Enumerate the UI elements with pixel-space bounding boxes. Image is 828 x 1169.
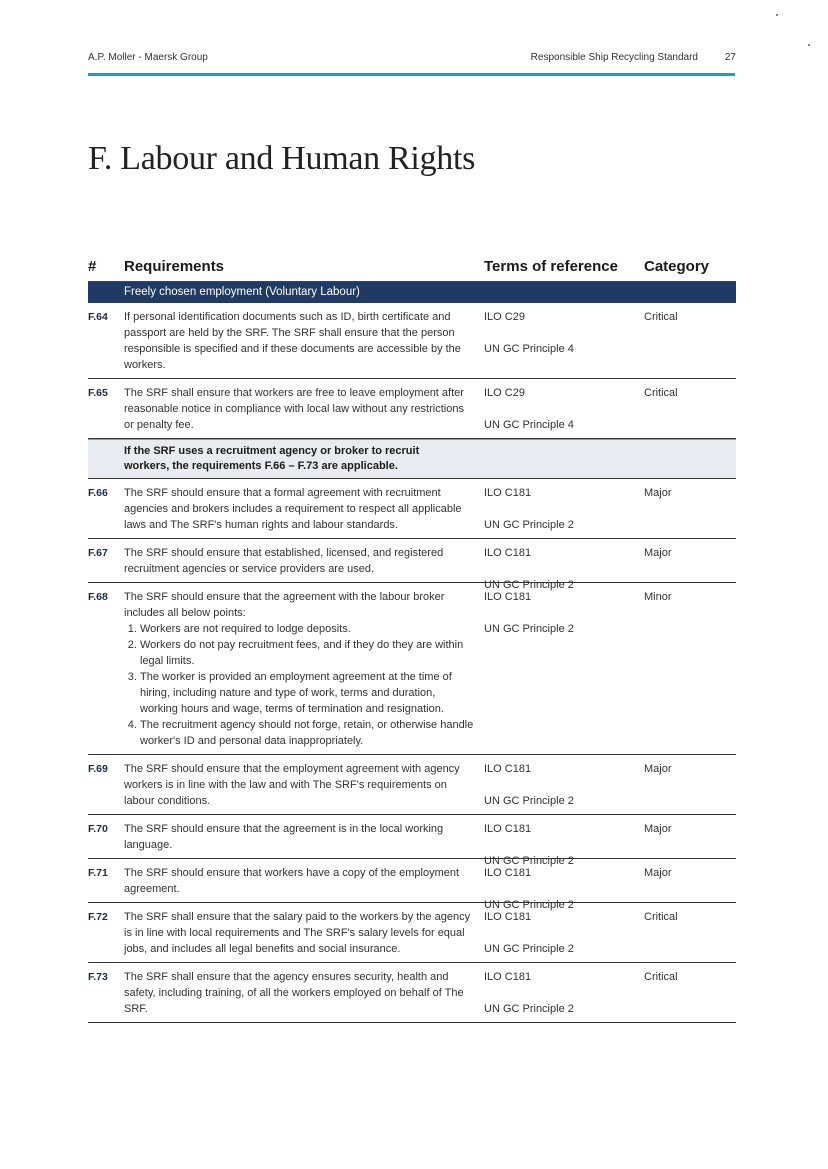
terms-of-reference: [484, 485, 634, 533]
requirement-id: F.69: [88, 763, 108, 775]
col-id: #: [88, 258, 97, 275]
category: Minor: [644, 591, 672, 603]
page-number: 27: [724, 52, 736, 63]
table-row: [88, 859, 736, 911]
requirement-id: F.73: [88, 971, 108, 983]
reference-ilo: ILO C181: [484, 823, 532, 835]
requirement-text: [124, 479, 474, 538]
table-header: [88, 256, 736, 281]
header-left: A.P. Moller - Maersk Group: [88, 52, 208, 63]
category: Critical: [644, 971, 678, 983]
requirement-text: [124, 815, 474, 858]
requirement-text: [124, 583, 474, 754]
col-terms-of-reference: Terms of reference: [484, 258, 618, 275]
table-row: [88, 755, 736, 815]
requirement-body: The SRF shall ensure that the agency ensures security, health and safety, including training, of all the workers employed on behalf of The SRF.: [124, 971, 464, 1015]
list-item: 4. The recruitment agency should not forge, retain, or otherwise handle worker's ID and personal data inappropriately.: [140, 717, 474, 749]
requirement-list: [124, 621, 474, 749]
requirement-body: The SRF should ensure that the agreement is in the local working language.: [124, 823, 444, 851]
scan-dot: [776, 14, 778, 16]
requirement-body: The SRF should ensure that the employment agreement with agency workers is in line with the law and with The SRF's requirements on labour conditions.: [124, 763, 460, 807]
requirement-body: The SRF should ensure that established, licensed, and registered recruitment agencies or service providers are used.: [124, 547, 444, 575]
requirement-id: F.65: [88, 387, 108, 399]
reference-ilo: ILO C181: [484, 547, 532, 559]
reference-ungc: UN GC Principle 4: [484, 343, 574, 355]
list-item: 3. The worker is provided an employment agreement at the time of hiring, including nature and type of work, terms and duration, working hours and wage, terms of termination and resignation.: [140, 669, 474, 717]
reference-ilo: ILO C29: [484, 311, 525, 323]
category: Major: [644, 823, 672, 835]
requirement-body: The SRF shall ensure that workers are free to leave employment after reasonable notice in compliance with local law without any restrictions or penalty fee.: [124, 387, 464, 431]
category: Major: [644, 867, 672, 879]
requirement-id: F.64: [88, 311, 108, 323]
terms-of-reference: [484, 589, 634, 637]
reference-ilo: ILO C181: [484, 591, 532, 603]
reference-ilo: ILO C181: [484, 487, 532, 499]
terms-of-reference: [484, 309, 634, 357]
requirement-body: The SRF should ensure that workers have a copy of the employment agreement.: [124, 867, 460, 895]
reference-ungc: UN GC Principle 2: [484, 899, 574, 911]
terms-of-reference: [484, 385, 634, 433]
table-row: [88, 303, 736, 379]
reference-ilo: ILO C181: [484, 971, 532, 983]
requirement-text: [124, 859, 474, 902]
reference-ungc: UN GC Principle 2: [484, 855, 574, 867]
reference-ungc: UN GC Principle 2: [484, 1003, 574, 1015]
requirement-text: [124, 379, 474, 438]
terms-of-reference: [484, 969, 634, 1017]
table-row: [88, 479, 736, 539]
category: Major: [644, 547, 672, 559]
scan-dot: [808, 44, 810, 46]
reference-ungc: UN GC Principle 2: [484, 519, 574, 531]
reference-ungc: UN GC Principle 4: [484, 419, 574, 431]
requirements-table: [88, 256, 736, 1023]
requirement-id: F.68: [88, 591, 108, 603]
terms-of-reference: [484, 761, 634, 809]
requirement-body: If personal identification documents such as ID, birth certificate and passport are held by the SRF. The SRF shall ensure that the person responsible is specified and if these documents are accessible by the workers.: [124, 311, 461, 371]
table-row: [88, 539, 736, 591]
requirement-text: [124, 303, 474, 378]
requirement-text: [124, 755, 474, 814]
reference-ungc: UN GC Principle 2: [484, 795, 574, 807]
category: Critical: [644, 911, 678, 923]
category: Critical: [644, 387, 678, 399]
requirement-body: The SRF should ensure that a formal agreement with recruitment agencies and brokers includes a requirement to respect all applicable laws and The SRF's human rights and labour standards.: [124, 487, 462, 531]
requirement-text: [124, 963, 474, 1022]
list-item: 1. Workers are not required to lodge deposits.: [140, 621, 474, 637]
requirement-id: F.71: [88, 867, 108, 879]
header-rule: [88, 73, 735, 76]
reference-ilo: ILO C181: [484, 867, 532, 879]
section-heading: Freely chosen employment (Voluntary Labour): [88, 281, 736, 303]
page-title: F. Labour and Human Rights: [88, 140, 476, 177]
category: Major: [644, 763, 672, 775]
requirement-text: [124, 539, 474, 582]
reference-ilo: ILO C181: [484, 911, 532, 923]
requirement-id: F.67: [88, 547, 108, 559]
section-note: [88, 439, 736, 479]
requirement-id: F.70: [88, 823, 108, 835]
col-category: Category: [644, 258, 710, 275]
table-row: [88, 903, 736, 963]
terms-of-reference: [484, 909, 634, 957]
requirement-id: F.72: [88, 911, 108, 923]
table-row: [88, 583, 736, 755]
table-row: [88, 963, 736, 1023]
requirement-body: The SRF should ensure that the agreement with the labour broker includes all below points:: [124, 591, 445, 619]
table-row: [88, 815, 736, 867]
requirement-id: F.66: [88, 487, 108, 499]
reference-ungc: UN GC Principle 2: [484, 579, 574, 591]
reference-ungc: UN GC Principle 2: [484, 623, 574, 635]
col-requirements: Requirements: [124, 258, 225, 275]
table-row: [88, 379, 736, 439]
section-note-text: If the SRF uses a recruitment agency or broker to recruit workers, the requirements F.66 – F.73 are applicable.: [124, 445, 420, 472]
category: Critical: [644, 311, 678, 323]
category: Major: [644, 487, 672, 499]
header-right: Responsible Ship Recycling Standard: [530, 52, 698, 63]
reference-ungc: UN GC Principle 2: [484, 943, 574, 955]
reference-ilo: ILO C181: [484, 763, 532, 775]
requirement-text: [124, 903, 474, 962]
reference-ilo: ILO C29: [484, 387, 525, 399]
requirement-body: The SRF shall ensure that the salary paid to the workers by the agency is in line with local requirements and The SRF's salary levels for equal jobs, and includes all legal benefits and social insurance.: [124, 911, 471, 955]
list-item: 2. Workers do not pay recruitment fees, and if they do they are within legal limits.: [140, 637, 474, 669]
